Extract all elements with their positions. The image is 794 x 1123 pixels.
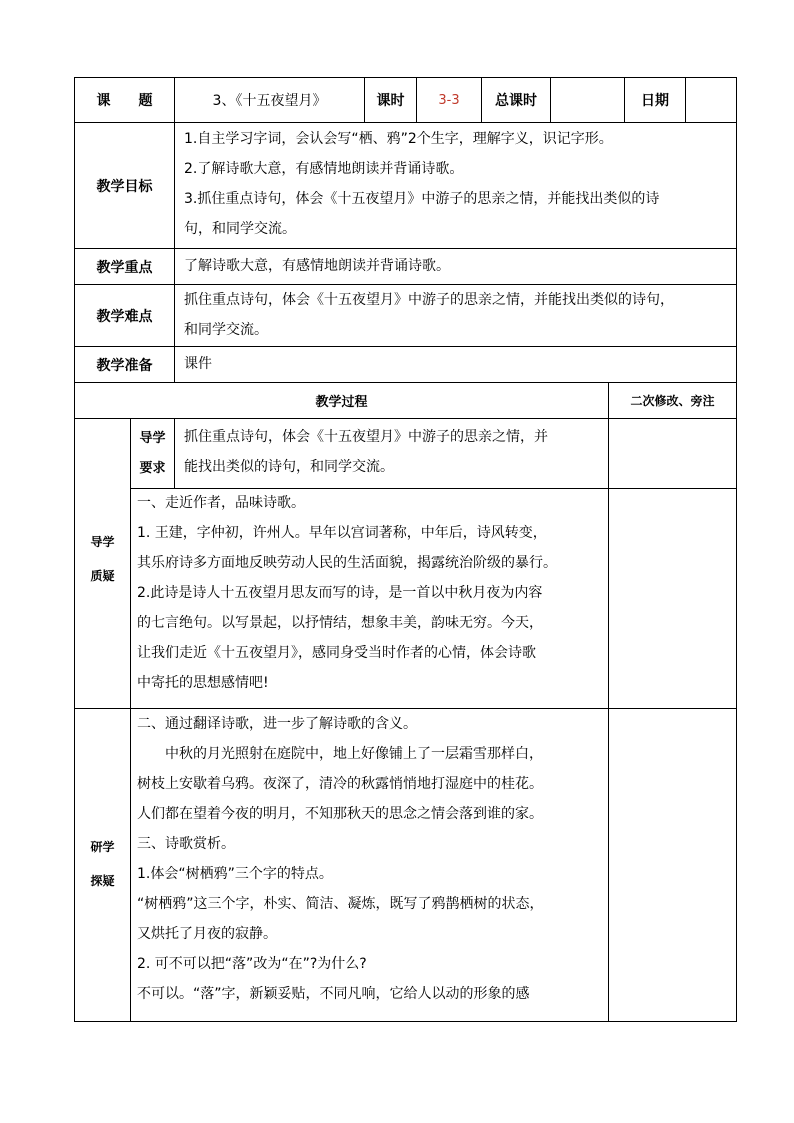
key-points-label: 教学重点 [96,259,153,276]
difficulty-line-1: 抓住重点诗句，体会《十五夜望月》中游子的思亲之情，并能找出类似的诗句， [184,292,674,308]
difficulty-line-2: 和同学交流。 [184,322,268,338]
requirement-line-2: 能找出类似的诗句，和同学交流。 [184,459,394,475]
guide-line-3: 其乐府诗多方面地反映劳动人民的生活面貌，揭露统治阶级的暴行。 [137,555,557,571]
guide-line-1: 一、走近作者，品味诗歌。 [137,495,305,511]
process-title: 教学过程 [315,395,368,410]
topic-value: 3、《十五夜望月》 [212,93,327,109]
total-period-label: 总课时 [495,93,537,109]
goal-line-1: 1.自主学习字词，会认会写“栖、鸦”2个生字，理解字义，识记字形。 [184,131,613,147]
date-value [686,78,736,122]
rule-bottom [74,1021,737,1022]
study-line-4: 人们都在望着今夜的明月，不知那秋天的思念之情会落到谁的家。 [137,806,543,822]
period-value: 3-3 [438,92,460,108]
guide-line-5: 的七言绝句。以写景起，以抒情结，想象丰美，韵味无穷。今天， [137,615,543,631]
key-points-text: 了解诗歌大意，有感情地朗读并背诵诗歌。 [184,258,450,274]
preparation-label: 教学准备 [96,357,153,374]
study-line-1: 二、通过翻译诗歌，进一步了解诗歌的含义。 [137,716,417,732]
rule-notes-col [608,382,609,1022]
guide-section-label [75,525,130,593]
study-line-6: 1.体会“树栖鸦”三个字的特点。 [137,866,333,882]
study-label-bottom: 探疑 [90,874,115,888]
period-label: 课时 [376,93,405,109]
requirement-label [131,424,174,484]
study-line-8: 又烘托了月夜的寂静。 [137,926,277,942]
guide-line-4: 2.此诗是诗人十五夜望月思友而写的诗，是一首以中秋月夜为内容 [137,585,543,601]
guide-body [137,488,607,698]
goals-text [184,124,734,246]
requirement-text [184,422,604,482]
goals-label: 教学目标 [96,178,153,195]
study-line-10: 不可以。“落”字，新颖妥贴，不同凡响，它给人以动的形象的感 [137,986,530,1002]
requirement-label-bottom: 要求 [139,461,166,476]
rule-label-col [174,77,175,382]
guide-line-6: 让我们走近《十五夜望月》，感同身受当时作者的心情，体会诗歌 [137,645,536,661]
study-line-9: 2. 可不可以把“落”改为“在”?为什么? [137,956,367,972]
rule-section-col [130,418,131,1022]
total-period-value [551,78,624,122]
preparation-text: 课件 [184,356,212,372]
study-line-2: 中秋的月光照射在庭院中，地上好像铺上了一层霜雪那样白， [137,746,543,762]
study-line-3: 树枝上安歇着乌鸦。夜深了，清冷的秋露悄悄地打湿庭中的桂花。 [137,776,543,792]
requirement-line-1: 抓住重点诗句，体会《十五夜望月》中游子的思亲之情，并 [184,429,548,445]
difficulties-label: 教学难点 [96,308,153,325]
goal-line-2: 2.了解诗歌大意，有感情地朗读并背诵诗歌。 [184,161,464,177]
notes-title: 二次修改、旁注 [630,394,715,408]
guide-label-top: 导学 [90,535,115,549]
study-section-label [75,830,130,898]
rule-req-col [174,418,175,488]
requirement-label-top: 导学 [139,431,166,446]
topic-label: 课 题 [96,93,153,109]
study-label-top: 研学 [90,840,115,854]
guide-line-7: 中寄托的思想感情吧! [137,675,269,691]
guide-label-bottom: 质疑 [90,569,115,583]
rule-right [736,77,737,1022]
difficulties-text [184,285,734,345]
goal-line-3: 3.抓住重点诗句，体会《十五夜望月》中游子的思亲之情，并能找出类似的诗 [184,191,660,207]
study-line-7: “树栖鸦”这三个字，朴实、简洁、凝炼，既写了鸦鹊栖树的状态， [137,896,544,912]
study-body [137,709,607,1009]
date-label: 日期 [641,93,669,109]
guide-line-2: 1. 王建，字仲初，许州人。早年以宫词著称，中年后，诗风转变， [137,525,547,541]
study-line-5: 三、诗歌赏析。 [137,836,235,852]
goal-line-4: 句，和同学交流。 [184,221,296,237]
